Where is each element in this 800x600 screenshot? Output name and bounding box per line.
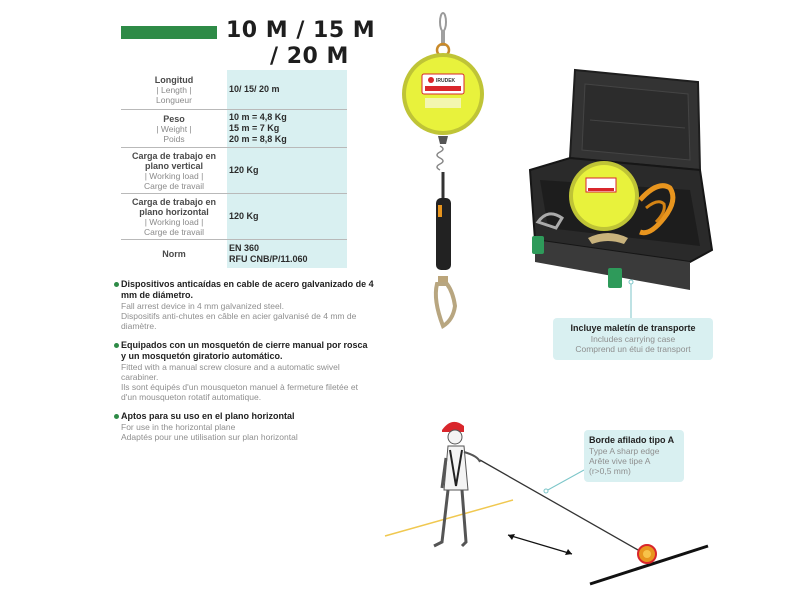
spec-label-fr: Carge de travail	[143, 180, 204, 191]
spec-label-en: | Weight |	[156, 123, 192, 134]
spec-label-fr: Longueur	[156, 94, 192, 105]
spec-label-es: Carga de trabajo en plano vertical	[131, 150, 217, 171]
carrying-case-callout	[553, 318, 713, 360]
spec-label-es: Longitud	[154, 74, 194, 85]
product-title-line2: / 20 M	[270, 44, 349, 69]
spec-label-en: | Length |	[156, 84, 192, 95]
callout-line-fr: Comprend un étui de transport	[575, 344, 691, 354]
sharp-edge-callout	[584, 430, 684, 482]
callout-line-radius: (r>0,5 mm)	[589, 466, 631, 476]
spec-label-en: | Working load |	[144, 216, 204, 227]
spec-label-es: Peso	[163, 113, 185, 124]
spec-value-line: 20 m = 8,8 Kg	[229, 134, 287, 144]
feature-line-fr: Adaptés pour une utilisation sur plan horizontal	[121, 432, 298, 442]
callout-line-fr: Arête vive tipe A	[589, 456, 651, 466]
feature-line-en: For use in the horizontal plane	[121, 422, 236, 432]
callout-line-en: Type A sharp edge	[589, 446, 660, 456]
spec-label-en: | Working load |	[144, 170, 204, 181]
spec-value-line: RFU CNB/P/11.060	[229, 254, 308, 264]
spec-value-line: 120 Kg	[229, 211, 259, 221]
device-brand-label: IRUDEK	[436, 78, 456, 84]
edge-callout-leader	[546, 470, 584, 491]
spec-label-fr: Carge de travail	[143, 226, 204, 237]
feature-title: Dispositivos anticaídas en cable de acero galvanizado de 4 mm de diámetro.	[121, 279, 374, 300]
feature-title: Equipados con un mosquetón de cierre manual por rosca y un mosquetón giratorio automático.	[121, 340, 368, 361]
feature-title: Aptos para su uso en el plano horizontal	[121, 411, 295, 421]
spec-value-line: 10/ 15/ 20 m	[229, 84, 280, 94]
spec-value-line: 10 m = 4,8 Kg	[229, 112, 287, 122]
feature-line-en: Fitted with a manual screw closure and a automatic swivel carabiner.	[121, 362, 340, 382]
spec-value-line: 120 Kg	[229, 165, 259, 175]
carrying-case-image	[530, 70, 712, 290]
fall-arrest-device-image	[402, 13, 484, 326]
callout-title: Borde afilado tipo A	[589, 435, 675, 445]
edge-callout-anchor	[544, 489, 548, 493]
spec-value-line: 15 m = 7 Kg	[229, 123, 280, 133]
product-title-line1: 10 M / 15 M	[226, 18, 376, 43]
case-callout-anchor	[629, 280, 633, 284]
feature-line-fr: Dispositifs anti-chutes en câble en acier galvanisé de 4 mm de diamètre.	[121, 311, 357, 331]
spec-label-es: Norm	[162, 249, 186, 259]
spec-label-es: Carga de trabajo en plano horizontal	[131, 196, 217, 217]
callout-title: Incluye maletín de transporte	[570, 323, 696, 333]
callout-line-en: Includes carrying case	[590, 334, 676, 344]
spec-label-fr: Poids	[163, 133, 185, 144]
feature-line-en: Fall arrest device in 4 mm galvanized steel.	[121, 301, 284, 311]
spec-value-line: EN 360	[229, 243, 260, 253]
feature-line-fr: Ils sont équipés d'un mousqueton manuel à fermeture filetée et d'un mousqueton rotatif automatique.	[121, 382, 358, 402]
